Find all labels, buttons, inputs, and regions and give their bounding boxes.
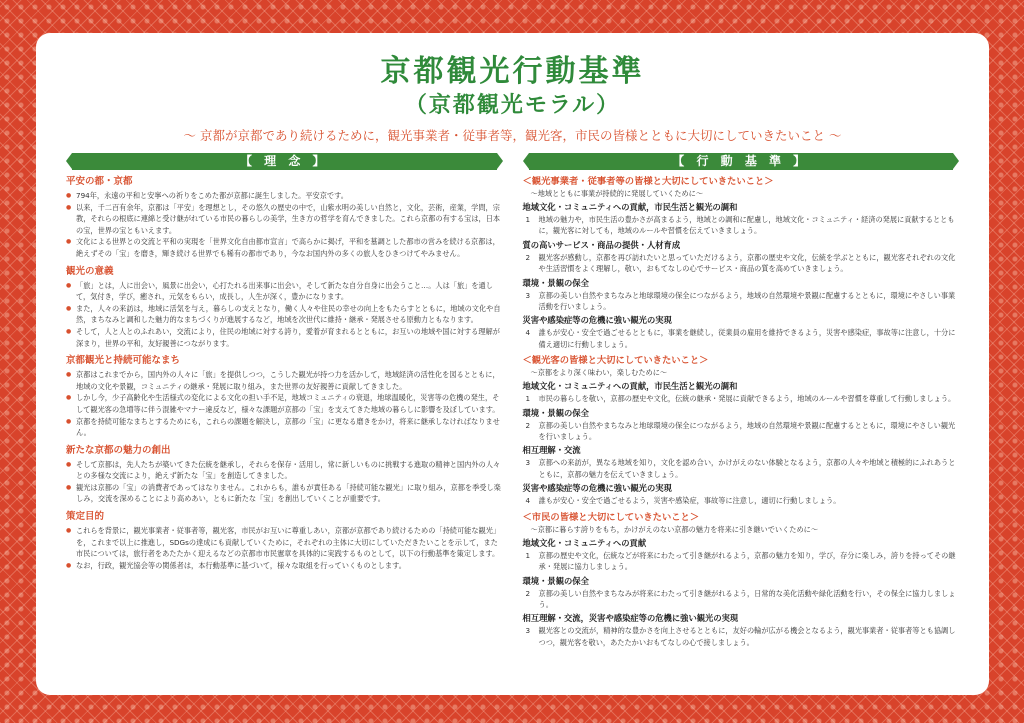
left-column	[66, 153, 503, 648]
standard-number: 3	[525, 458, 531, 468]
bullet-item: ● これらを背景に，観光事業者・従事者等，観光客，市民がお互いに尊重しあい，京都が京都であり続けるための「持続可能な観光」を，これまで以上に推進し，SDGsの達成にも貢献していくために，それぞれの主体に大切にしていただきたいことを示して，また市民については，旅行者をあたたかく迎えるなどの京都市市民憲章を具体的に実践するものとして，以下の行動基準を策定します。	[66, 525, 503, 560]
standard-title: 地域文化・コミュニティへの貢献，市民生活と観光の調和	[522, 202, 738, 212]
bullet-item: ● 京都を持続可能なまちとするためにも，これらの課題を解決し，京都の「宝」に更なる磨きをかけ，将来に継承しなければなりません。	[66, 416, 503, 439]
bullet-item: ● また，人々の来訪は，地域に活気を与え，暮らしの支えとなり，働く人々や住民の幸せの向上をもたらすとともに，地域の文化や自然，まちなみと調和した魅力的なまちづくりが進展するなど，地域を次世代に維持・継承・発展させる原動力ともなります。	[66, 303, 503, 326]
standard-title: 災害や感染症等の危機に強い観光の実現	[522, 483, 672, 494]
standard-body: 京都への来訪が，異なる地域を知り，文化を認め合い，かけがえのない体験となるよう，京都の人々や地域と積極的にふれあうとともに，京都の魅力を伝えていきましょう。	[538, 458, 956, 479]
standard-title: 環境・景観の保全	[522, 407, 589, 418]
standard-text	[523, 393, 960, 404]
group-subheading: 〜地域とともに事業が持続的に発展していくために〜	[530, 189, 704, 198]
page-title: 京都観光行動基準	[380, 54, 645, 89]
standard-number: 4	[525, 328, 531, 338]
standard-title: 地域文化・コミュニティへの貢献，市民生活と観光の調和	[522, 381, 738, 392]
standard-number: 2	[525, 420, 531, 430]
standard-title: 地域文化・コミュニティへの貢献	[522, 537, 647, 548]
standard-title: 環境・景観の保全	[522, 277, 589, 288]
group-subheading: 〜京都をより深く味わい，楽しむために〜	[530, 368, 668, 378]
standard-number: 1	[525, 394, 531, 404]
philosophy-body	[66, 176, 503, 571]
standard-title: 相互理解・交流	[522, 445, 581, 456]
group-heading: ＜市民の皆様と大切にしていきたいこと＞	[522, 511, 700, 523]
standard-body: 京都の美しい自然やまちなみと地球環境の保全につながるよう，地域の自然環境や景観に配慮するとともに，環境にやさしい観光を行いましょう。	[538, 420, 956, 442]
standard-number: 2	[525, 588, 531, 598]
philosophy-header: 【 理 念 】	[72, 153, 497, 170]
bullet-item: ● 以来，千二百有余年，京都は「平安」を理想とし，その悠久の歴史の中で，山紫水明の美しい自然と，文化，芸術，産業，学問，宗教，それらの根底に連綿と受け継がれている市民の暮らしの美学，生き方の哲学を育んできました。これら京都の有する宝は，日本の宝，世界の宝ともいえます。	[66, 202, 503, 237]
group-heading: ＜観光客の皆様と大切にしていきたいこと＞	[522, 355, 709, 367]
standard-text	[523, 550, 960, 573]
main-panel	[36, 33, 989, 695]
group-heading: ＜観光事業者・従事者等の皆様と大切にしていきたいこと＞	[522, 176, 774, 187]
section-heading: 新たな京都の魅力の創出	[66, 444, 171, 456]
standard-text	[523, 327, 960, 350]
standard-number: 1	[525, 550, 531, 560]
standard-body: 観光客が感動し，京都を再び訪れたいと思っていただけるよう，京都の歴史や文化，伝統を学ぶとともに，観光客それぞれの文化や生活習慣をよく理解し，敬い，おもてなしの心でサービス・商品の質を高めていきましょう。	[538, 252, 956, 274]
standard-number: 3	[525, 626, 531, 636]
bullet-item: ● そして京都は，先人たちが築いてきた伝統を継承し，それらを保存・活用し，常に新しいものに挑戦する進取の精神と国内外の人々との多様な交流により，絶えず新たな「宝」を創造してきました。	[66, 459, 503, 482]
standard-text	[523, 252, 960, 275]
standard-text	[523, 457, 960, 480]
right-column	[523, 153, 960, 648]
standards-body	[523, 176, 960, 648]
page-tagline: 〜 京都が京都であり続けるために，観光事業者・従事者等，観光客，市民の皆様とともに大切にしていきたいこと 〜	[183, 128, 842, 143]
standard-title: 質の高いサービス・商品の提供・人材育成	[522, 239, 681, 250]
standard-number: 4	[525, 496, 531, 506]
content-columns	[66, 153, 959, 648]
bullet-item: ● そして，人と人とのふれあい，交流により，住民の地域に対する誇り，愛着が育まれるとともに，お互いの地域や国に対する理解が深まり，世界の平和，友好親善につながります。	[66, 326, 503, 349]
standard-number: 1	[525, 215, 531, 224]
standard-body: 誰もが安心・安全で過ごせるよう，災害や感染症，事故等に注意し，適切に行動しましょう。	[538, 496, 841, 506]
bullet-item: ● なお，行政，観光協会等の関係者は，本行動基準に基づいて，様々な取組を行っていくものとします。	[66, 560, 503, 572]
standard-text	[523, 214, 960, 237]
standard-text	[523, 588, 960, 611]
section-heading: 策定目的	[66, 511, 105, 523]
standard-body: 京都の美しい自然やまちなみが将来にわたって引き継がれるよう，日常的な美化活動や緑化活動を行い，その保全に協力しましょう。	[538, 588, 956, 609]
bullet-item: ● 観光は京都の「宝」の消費者であってはなりません。これからも，誰もが責任ある「持続可能な観光」に取り組み，京都を季受し楽しみ，交流を深めることにより高めあい，ともに新たな「宝」を創出していくことが重要です。	[66, 482, 503, 505]
bullet-item: ● 794年，永遠の平和と安寧への祈りをこめた都が京都に誕生しました。平安京です。	[66, 190, 503, 202]
group-subheading: 〜京都に暮らす誇りをもち，かけがえのない京都の魅力を将来に引き継いでいくために〜	[530, 524, 819, 534]
standard-body: 市民の暮らしを敬い，京都の歴史や文化，伝統の継承・発展に貢献できるよう，地域のルールや習慣を尊重して行動しましょう。	[538, 394, 956, 404]
standard-text	[523, 625, 960, 648]
section-heading: 京都観光と持続可能なまち	[66, 355, 181, 367]
page-subtitle: （京都観光モラル）	[404, 93, 621, 118]
standard-body: 観光客との交流が，精神的な豊かさを向上させるとともに，友好の輪が広がる機会となるよう，観光事業者・従事者等とも協調しつつ，観光客を敬い，あたたかいおもてなしの心で接しましょう。	[538, 626, 956, 647]
standard-text	[523, 495, 960, 506]
standard-body: 京都の歴史や文化，伝統などが将来にわたって引き継がれるよう，京都の魅力を知り，学び，存分に楽しみ，誇りを持ってその継承・発展に協力しましょう。	[538, 550, 956, 572]
section-heading: 平安の都・京都	[66, 176, 133, 187]
standards-header: 【 行 動 基 準 】	[529, 153, 954, 170]
standard-number: 3	[525, 290, 531, 300]
standard-title: 環境・景観の保全	[522, 575, 589, 586]
standard-text	[523, 290, 960, 313]
standard-body: 京都の美しい自然やまちなみと地球環境の保全につながるよう，地域の自然環境や景観に配慮するとともに，環境にやさしい事業活動を行いましょう。	[538, 290, 956, 312]
bullet-item: ● 「旅」とは，人に出会い，風景に出会い，心打たれる出来事に出会い，そして新たな自分自身に出会うこと…。人は「旅」を通して，気付き，学び，癒され，元気をもらい，成長し，人生が深く，豊かになります。	[66, 280, 503, 303]
standard-body: 誰もが安心・安全で過ごせるとともに，事業を継続し，従業員の雇用を維持できるよう，災害や感染症，事故等に注意し，十分に備え適切に行動しましょう。	[538, 328, 956, 349]
standard-text	[523, 420, 960, 443]
bullet-item: ● 文化による世界との交流と平和の実現を「世界文化自由都市宣言」で高らかに掲げ，平和を墓調とした都市の営みを続ける京都は，絶えずその「宝」を磨き，輝き続ける世界でも稀有の都市であり，今なお国内外の多くの旅人をひきつけてやみません。	[66, 236, 503, 259]
standard-number: 2	[525, 252, 531, 262]
bullet-item: ● しかし今，少子高齢化や生活様式の変化による文化の担い手不足，地域コミュニティの衰退，地球温暖化，災害等の危機の発生，そして観光客の急増等に伴う混雑やマナー違反など，様々な課題が京都の「宝」を支えてきた地域の暮らしに影響を及ぼしています。	[66, 392, 503, 415]
standard-body: 地域の魅力や，市民生活の豊かさが高まるよう，地域との調和に配慮し，地域文化・コミュニティ・経済の発展に貢献するとともに，観光客に対しても，地域のルールや習慣を伝えていきましょう。	[538, 215, 955, 236]
section-heading: 観光の意義	[66, 265, 114, 277]
standard-title: 相互理解・交流，災害や感染症等の危機に強い観光の実現	[522, 613, 739, 624]
standard-title: 災害や感染症等の危機に強い観光の実現	[522, 315, 672, 326]
bullet-item: ● 京都はこれまでから，国内外の人々に「旅」を提供しつつ，こうした観光が持つ力を活かして，地域経済の活性化を図るとともに，地域の文化や景観，コミュニティの継承・発展に取り組み，また世界の友好親善に貢献してきました。	[66, 369, 503, 392]
